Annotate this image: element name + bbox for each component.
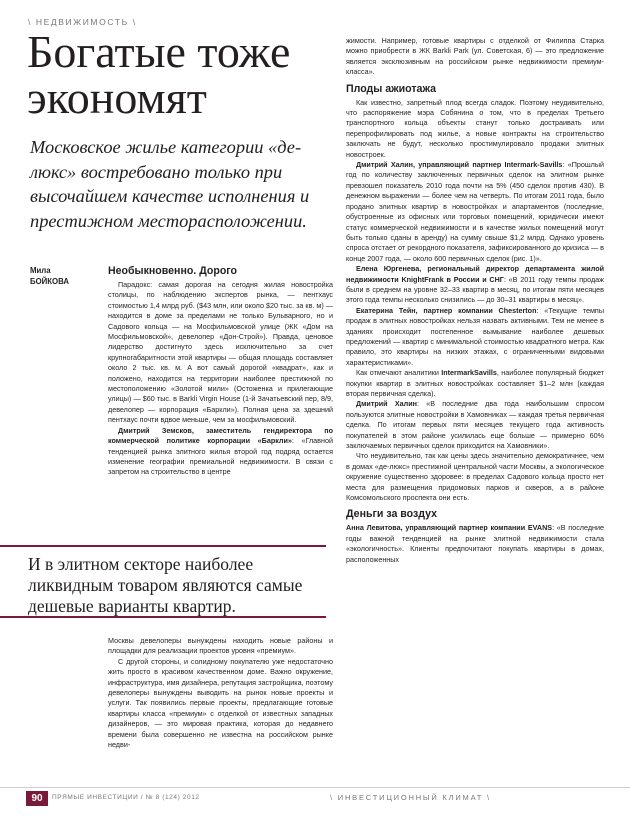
pull-quote: [0, 545, 340, 617]
paragraph: [346, 368, 604, 399]
quote-speaker: Дмитрий Земсков, заместитель гендиректора по коммерческой политике корпорации «Баркли»: [108, 425, 333, 446]
text-run: , наиболее популярный бюджет покупки квартир в элитных новостройках составляет $1–2 млн (каждая вторая первичная сделка).: [346, 368, 605, 398]
section-heading-2: Плоды ажиотажа: [346, 82, 436, 95]
column-middle-top: [108, 264, 333, 478]
quote-speaker: Анна Левитова, управляющий партнер компании EVANS: [346, 523, 553, 533]
pull-quote-rule-bottom: [0, 616, 326, 618]
quote-paragraph: [346, 399, 604, 451]
text-run: Как отмечают аналитики: [356, 368, 442, 378]
quote-speaker: Екатерина Тейн, партнер компании Chesterton: [356, 305, 537, 315]
quote-text: : «Главной тенденцией рынка элитного жилья второй год подряд остается изменение географии премиальной недвижимости. В связи с запретом на строительство в центре: [108, 436, 333, 477]
section-heading-3: Деньги за воздух: [346, 508, 438, 521]
footer-rule: [0, 787, 630, 788]
quote-text: : «Прошлый год по количеству заключенных первичных сделок на элитном рынке превзошел показатель 2010 года почти на 5% (450 сделок против 430). В денежном выражении — более чем на четверть. По итогам 2011 года, было продано элитных квартир в новостройках и апартаментов (последние, обустроенные из офисных или торговых помещений, юридически имеют статус коммерческой недвижимости и в качестве жилых помещений могут быть только сданы в аренду) на сумму свыше $1,2 млрд. Однако уровень спроса отстает от рекордного показателя, зафиксированного до кризиса — в конце 2007 года, — около 600 первичных сделок (рис. 1)».: [346, 160, 604, 263]
quote-speaker: Елена Юргенева, региональный директор департамента жилой недвижимости KnightFrank в России и СНГ: [346, 264, 604, 284]
analyst-name: IntermarkSavills: [441, 368, 497, 378]
title-line-2: экономят: [27, 72, 207, 123]
publication-info: ПРЯМЫЕ ИНВЕСТИЦИИ / № 8 (124) 2012: [52, 794, 200, 801]
pull-quote-rule-top: [0, 545, 326, 547]
paragraph: Что неудивительно, так как цены здесь значительно демократичнее, чем в домах «де-люкс» престижной центральной части Москвы, а экологическое окружение существенно здоровее: в пределах Садового кольца просто нет места для размещения придомовых парков и скверов, а в районе Комсомольского проспекта они есть.: [346, 451, 604, 503]
section-rubric: \ НЕДВИЖИМОСТЬ \: [28, 17, 137, 27]
quote-text: : «В последние годы важной тенденцией на рынке элитной недвижимости стала «экологичность». Клиенты предпочитают покупать квартиры в домах, расположенных: [346, 523, 604, 564]
paragraph: жимости. Например, готовые квартиры с отделкой от Филиппа Старка можно приобрести в ЖК Barkli Park (ул. Советская, 6) — это предложение является эксклюзивным на российском рынке недвижимости премиум-класса».: [346, 36, 604, 77]
pull-quote-text: И в элитном секторе наиболее ликвидным товаром являются самые дешевые варианты квартир.: [28, 554, 303, 616]
quote-paragraph: [346, 306, 604, 368]
article-lead: Московское жилье категории «де-люкс» востребовано только при высочайшем качестве исполнения и престижном месторасположении.: [30, 137, 310, 231]
quote-speaker: Дмитрий Халин: [356, 399, 417, 409]
article-title: [27, 26, 327, 123]
page-number: 90: [26, 791, 48, 806]
column-right: [346, 36, 604, 565]
quote-paragraph: [346, 264, 604, 306]
quote-text: : «Текущие темпы продаж в элитных новостройках нельзя назвать активными. Тем не менее в зданиях происходит постепенное вымывание наиболее дешевых предложений — квартир с минимальной стоимостью квадратного метра. Как правило, это квартиры на низких этажах, с ограниченными видовыми характеристиками».: [346, 305, 604, 367]
paragraph: С другой стороны, и солидному покупателю уже недостаточно жить просто в красивом качественном доме. Важно окружение, инфраструктура, имя дизайнера, репутация застройщика, поэтому девелоперы вынуждены выводить на рынок новые проекты и услуги. Так появились первые проекты, предлагающие готовые квартиры класса «премиум» с отделкой от известных западных дизайнеров, — это мировая практика, которая до недавнего времени была совершенно не известна на российском рынке недви-: [108, 656, 333, 750]
quote-paragraph: [108, 426, 333, 478]
author-first-name: Мила: [30, 266, 51, 275]
author-last-name: БОЙКОВА: [30, 277, 69, 286]
paragraph: Как известно, запретный плод всегда сладок. Поэтому неудивительно, что распоряжение мэра Собянина о том, что в пределах Третьего транспортного кольца объекты станут только достраивать или перепрофилировать под жилье, а новые контракты на строительство заключать не будут, несколько простимулировало продажи элитных новостроек.: [346, 97, 604, 159]
quote-paragraph: [346, 523, 604, 565]
paragraph: Парадокс: самая дорогая на сегодня жилая новостройка столицы, по наблюдению экспертов рынка, — пентхаус стоимостью 1,4 млрд руб. ($43 млн, или около $20 тыс. за кв. м) — находится в доме за пределами не только Бульварного, но и Садового кольца — на Мосфильмовской улице (ЖК «Дом на Мосфильмовской», девелопер «Дон-Строй»). Правда, ценовое лидерство достигнуто здесь исключительно за счет крупногабаритности этой квартиры — общая площадь составляет около 2 тыс. кв. м. А вот самый дорогой «квадрат», как и положено, находится на территории наиболее престижной по местоположению «Золотой мили» (Остоженка и прилегающие улицы) — $60 тыс. в Barkli Virgin House (1-й Зачатьевский пер, 8/9, девелопер — корпорация «Баркли»). Полная цена за здешний пентхаус почти вдвое меньше, чем за мосфильмовский.: [108, 280, 333, 425]
footer-section: \ ИНВЕСТИЦИОННЫЙ КЛИМАТ \: [330, 793, 491, 802]
title-line-1: Богатые тоже: [27, 26, 291, 77]
quote-text: : «В 2011 году темпы продаж были в среднем на уровне 32–33 квартир в месяц, по итогам пяти месяцев этого года темпы несколько снизились — до 30–31 квартиры в месяц».: [346, 274, 604, 305]
paragraph: Москвы девелоперы вынуждены находить новые районы и площадки для реализации проектов уровня «премиум».: [108, 636, 333, 656]
quote-speaker: Дмитрий Халин, управляющий партнер Intermark-Savills: [356, 160, 563, 170]
quote-paragraph: [346, 160, 604, 264]
section-heading-1: Необыкновенно. Дорого: [108, 265, 238, 277]
column-middle-bottom: [108, 636, 333, 750]
author-byline: [30, 265, 69, 287]
quote-text: : «В последние два года наибольшим спросом пользуются элитные новостройки в Хамовниках — каждая третья первичная сделка. По итогам первых пяти месяцев текущего года активность покупателей в этом районе усилилась еще больше — примерно 60% заключаемых первичных сделок приходится на Хамовники».: [346, 399, 605, 451]
